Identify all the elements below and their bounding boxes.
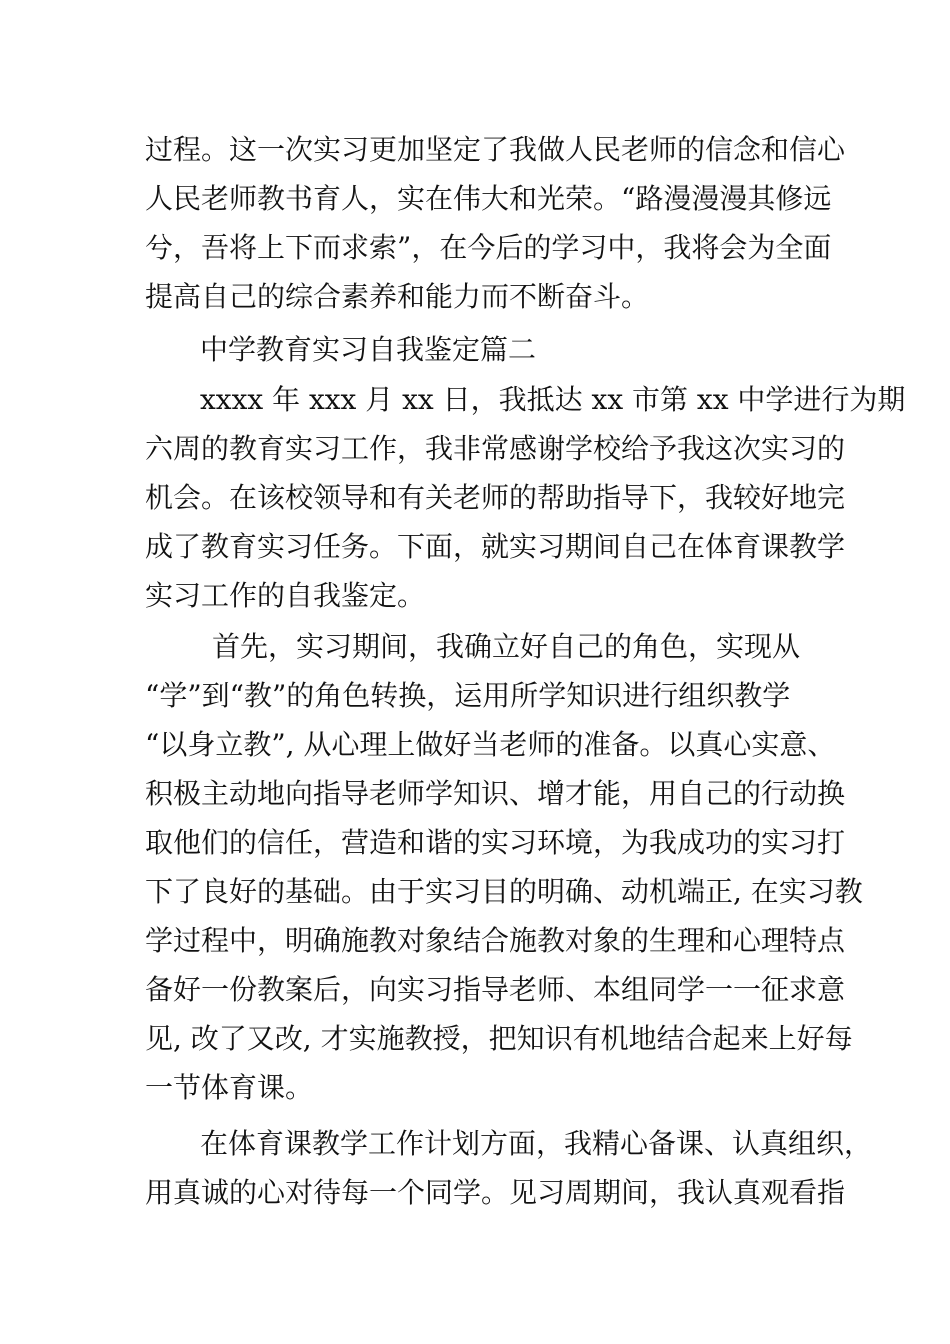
text-line: 成了教育实习任务。下面，就实习期间自己在体育课教学: [145, 530, 846, 563]
text-line: 用真诚的心对待每一个同学。见习周期间，我认真观看指: [145, 1176, 846, 1209]
section-heading: 中学教育实习自我鉴定篇二: [200, 333, 537, 366]
text-line: 首先，实习期间，我确立好自己的角色，实现从: [212, 630, 801, 663]
text-line: 一节体育课。: [145, 1071, 314, 1104]
text-line: 积极主动地向指导老师学知识、增才能，用自己的行动换: [145, 777, 846, 810]
text-line: 下了良好的基础。由于实习目的明确、动机端正, 在实习教: [145, 875, 863, 908]
text-line: 备好一份教案后，向实习指导老师、本组同学一一征求意: [145, 973, 846, 1006]
text-line: 机会。在该校领导和有关老师的帮助指导下，我较好地完: [145, 481, 846, 514]
text-line: 在体育课教学工作计划方面，我精心备课、认真组织，: [200, 1127, 873, 1160]
text-line: 见, 改了又改, 才实施教授，把知识有机地结合起来上好每: [145, 1022, 853, 1055]
text-line: 取他们的信任，营造和谐的实习环境，为我成功的实习打: [145, 826, 846, 859]
text-line: “以身立教”, 从心理上做好当老师的准备。以真心实意、: [145, 728, 836, 761]
text-line: 实习工作的自我鉴定。: [145, 579, 426, 612]
text-line: xxxx 年 xxx 月 xx 日，我抵达 xx 市第 xx 中学进行为期: [200, 383, 906, 416]
text-line: 学过程中，明确施教对象结合施教对象的生理和心理特点: [145, 924, 846, 957]
text-line: 人民老师教书育人，实在伟大和光荣。“路漫漫漫其修远: [145, 182, 832, 215]
text-line: 提高自己的综合素养和能力而不断奋斗。: [145, 280, 650, 313]
text-line: 过程。这一次实习更加坚定了我做人民老师的信念和信心: [145, 133, 846, 166]
text-line: 兮，吾将上下而求索”，在今后的学习中，我将会为全面: [145, 231, 832, 264]
text-line: 六周的教育实习工作，我非常感谢学校给予我这次实习的: [145, 432, 846, 465]
text-line: “学”到“教”的角色转换，运用所学知识进行组织教学: [145, 679, 791, 712]
